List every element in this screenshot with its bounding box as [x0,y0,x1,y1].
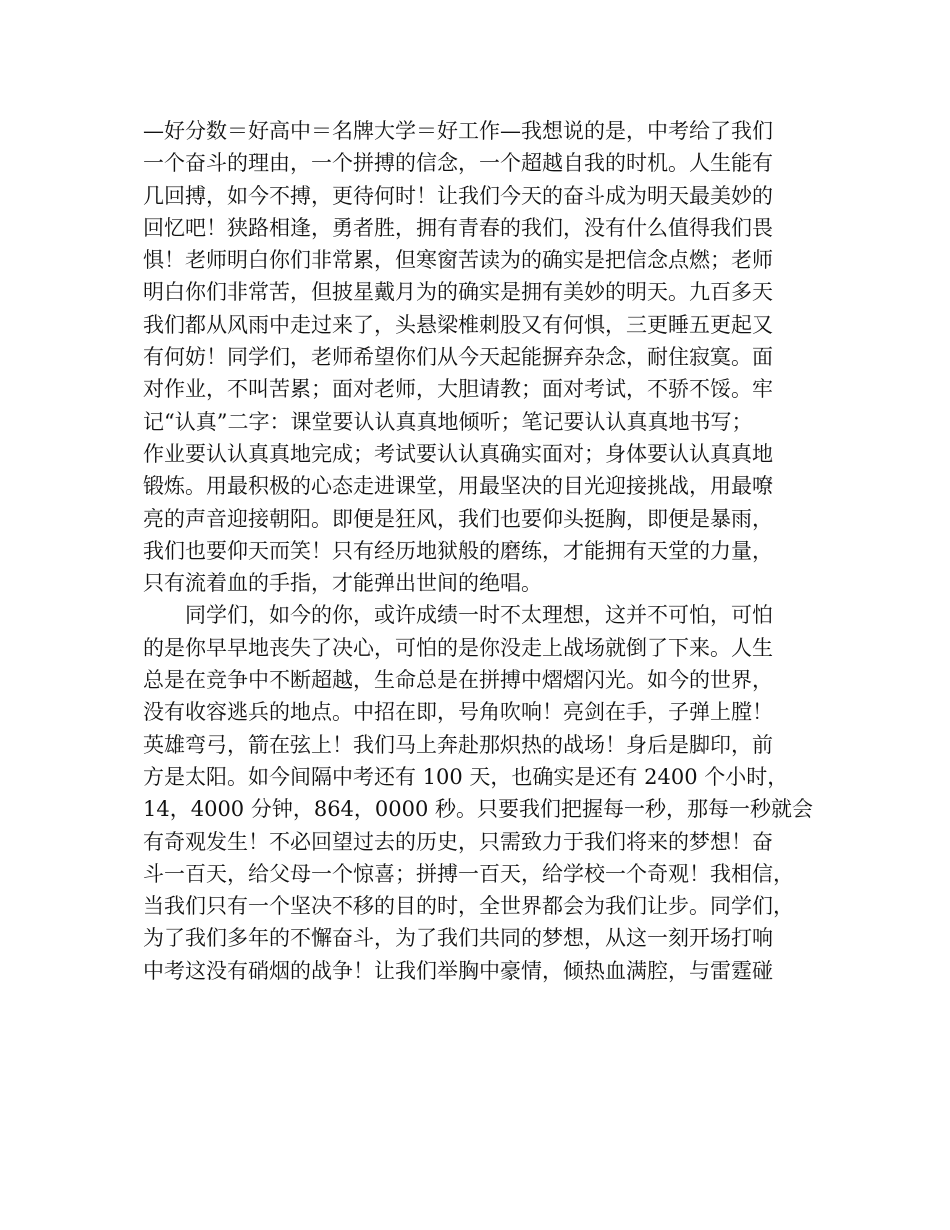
text-line: 有奇观发生！不必回望过去的历史，只需致力于我们将来的梦想！奋 [143,829,773,854]
body-text [143,115,843,987]
text-line: 惧！老师明白你们非常累，但寒窗苦读为的确实是把信念点燃；老师 [143,248,773,273]
paragraph-first-line: 同学们，如今的你，或许成绩一时不太理想，这并不可怕，可怕 [185,603,773,628]
text-line: 对作业，不叫苦累；面对老师，大胆请教；面对考试，不骄不馁。牢 [143,377,773,402]
text-line: 作业要认认真真地完成；考试要认认真确实面对；身体要认认真真地 [143,441,773,466]
text-line: 有何妨！同学们，老师希望你们从今天起能摒弃杂念，耐住寂寞。面 [143,345,773,370]
text-line: 只有流着血的手指，才能弹出世间的绝唱。 [143,571,542,596]
text-line: 14，4000 分钟，864，0000 秒。只要我们把握每一秒，那每一秒就会 [143,797,814,822]
text-line: —好分数＝好高中＝名牌大学＝好工作—我想说的是，中考给了我们 [143,119,773,143]
text-line: 明白你们非常苦，但披星戴月为的确实是拥有美妙的明天。九百多天 [143,280,773,305]
text-line: 没有收容逃兵的地点。中招在即，号角吹响！亮剑在手，子弹上膛！ [143,700,773,725]
text-line: 为了我们多年的不懈奋斗，为了我们共同的梦想，从这一刻开场打响 [143,926,773,951]
text-line: 我们都从风雨中走过来了，头悬梁椎刺股又有何惧，三更睡五更起又 [143,312,773,337]
text-line: 几回搏，如今不搏，更待何时！让我们今天的奋斗成为明天最美妙的 [143,183,773,208]
text-line: 我们也要仰天而笑！只有经历地狱般的磨练，才能拥有天堂的力量， [143,538,773,563]
text-line: 方是太阳。如今间隔中考还有 100 天，也确实是还有 2400 个小时， [143,764,789,789]
text-line: 的是你早早地丧失了决心，可怕的是你没走上战场就倒了下来。人生 [143,635,773,660]
text-line: 中考这没有硝烟的战争！让我们举胸中豪情，倾热血满腔，与雷霆碰 [143,958,773,983]
text-line: 锻炼。用最积极的心态走进课堂，用最坚决的目光迎接挑战，用最嘹 [143,474,773,499]
text-line: 斗一百天，给父母一个惊喜；拼搏一百天，给学校一个奇观！我相信， [143,861,794,886]
text-line: 总是在竞争中不断超越，生命总是在拼搏中熠熠闪光。如今的世界， [143,668,773,693]
text-line: 一个奋斗的理由，一个拼搏的信念，一个超越自我的时机。人生能有 [143,151,773,176]
text-line: 英雄弯弓，箭在弦上！我们马上奔赴那炽热的战场！身后是脚印，前 [143,732,773,757]
text-line: 当我们只有一个坚决不移的目的时，全世界都会为我们让步。同学们， [143,894,794,919]
text-line: 记“认真”二字：课堂要认认真真地倾听；笔记要认认真真地书写； [143,409,753,434]
text-line: 亮的声音迎接朝阳。即便是狂风，我们也要仰头挺胸，即便是暴雨， [143,506,773,531]
text-line: 回忆吧！狭路相逢，勇者胜，拥有青春的我们，没有什么值得我们畏 [143,215,773,240]
